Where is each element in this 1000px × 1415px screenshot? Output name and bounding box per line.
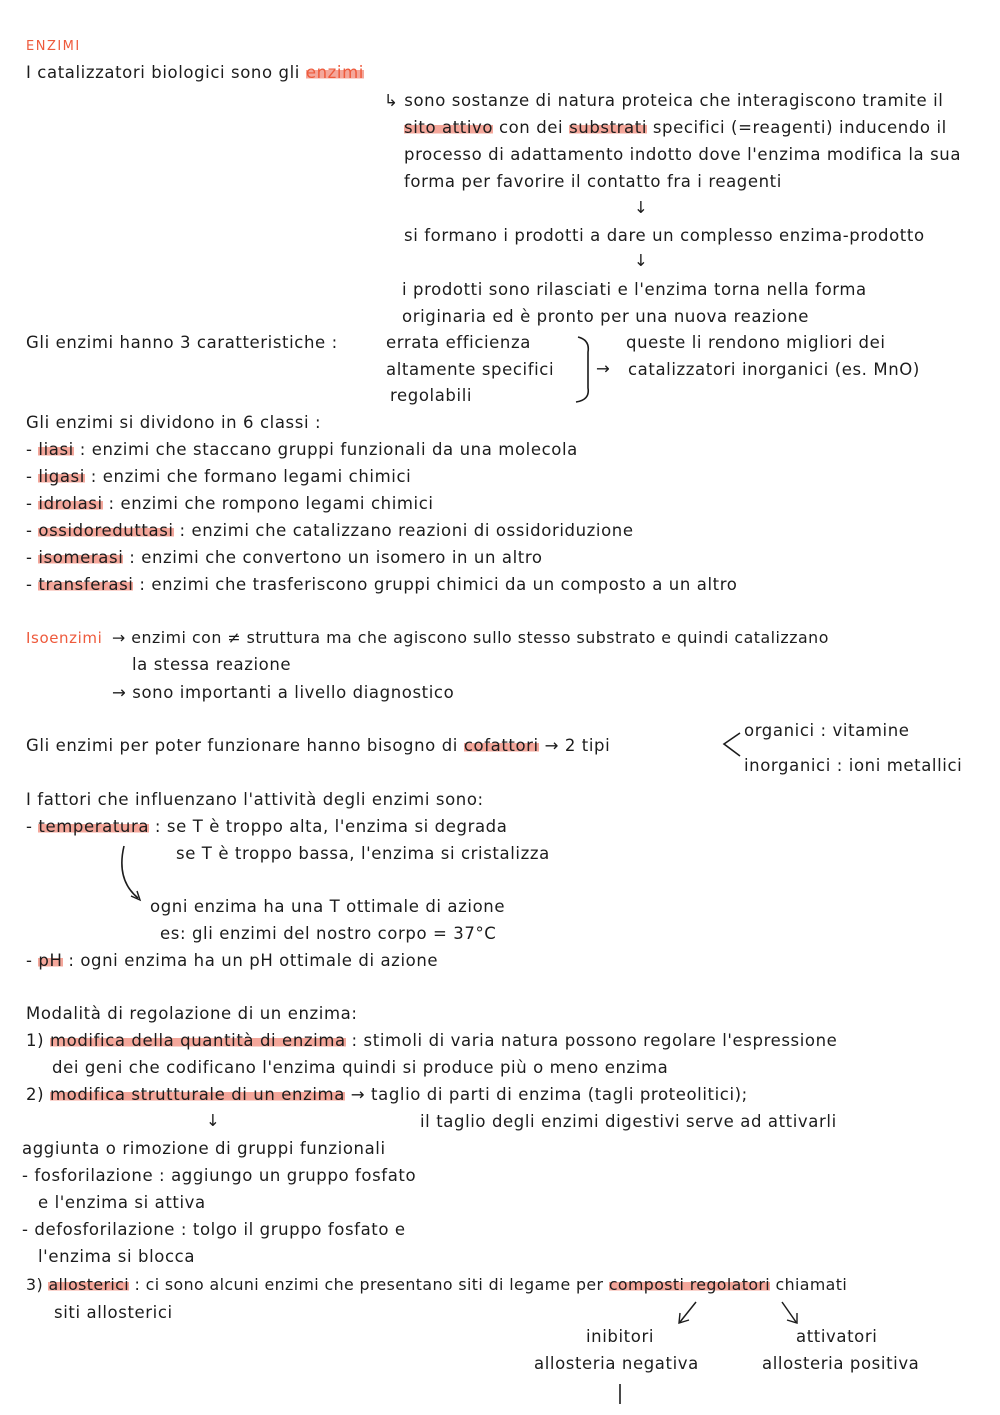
- class-name: ossidoreduttasi: [38, 521, 174, 540]
- temperature-note: ogni enzima ha una T ottimale di azione: [150, 897, 506, 916]
- regulation-intro: Modalità di regolazione di un enzima:: [26, 1004, 358, 1023]
- isoenzimi-line-1: → enzimi con ≠ struttura ma che agiscono sullo stesso substrato e quindi catalizzano: [112, 628, 829, 647]
- class-item: - transferasi : enzimi che trasferiscono gruppi chimici da un composto a un altro: [26, 575, 738, 594]
- term-temperatura: temperatura: [38, 817, 150, 836]
- definition-line-1: ↳ sono sostanze di natura proteica che interagiscono tramite il: [384, 91, 944, 110]
- characteristics-intro: Gli enzimi hanno 3 caratteristiche :: [26, 333, 338, 352]
- class-name: ligasi: [38, 467, 85, 486]
- class-item: - isomerasi : enzimi che convertono un isomero in un altro: [26, 548, 543, 567]
- definition-line-3: processo di adattamento indotto dove l'enzima modifica la sua: [404, 145, 962, 164]
- functional-groups-intro: aggiunta o rimozione di gruppi funzionali: [22, 1139, 386, 1158]
- characteristic-item: errata efficienza: [386, 333, 531, 352]
- class-name: idrolasi: [38, 494, 103, 513]
- characteristics-result: queste li rendono migliori dei: [626, 333, 886, 352]
- class-desc: : enzimi che formano legami chimici: [84, 467, 412, 486]
- regulation-item-2-cont: il taglio degli enzimi digestivi serve ad attivarli: [420, 1112, 837, 1131]
- definition-text: con dei: [493, 118, 570, 137]
- factor-desc: : ogni enzima ha un pH ottimale di azione: [62, 951, 439, 970]
- isoenzimi-label: Isoenzimi: [26, 629, 103, 647]
- regulation-item-3-cont: siti allosterici: [54, 1303, 173, 1322]
- cofactors-text: → 2 tipi: [538, 736, 611, 755]
- phosphorylation-cont: e l'enzima si attiva: [38, 1193, 206, 1212]
- definition-line-4: forma per favorire il contatto fra i reagenti: [404, 172, 782, 191]
- class-name: liasi: [38, 440, 74, 459]
- activators-sub: allosteria positiva: [762, 1354, 920, 1373]
- class-item: - ossidoreduttasi : enzimi che catalizzano reazioni di ossidoriduzione: [26, 521, 634, 540]
- down-arrow-icon: ↓: [634, 251, 649, 270]
- class-desc: : enzimi che catalizzano reazioni di ossidoriduzione: [173, 521, 634, 540]
- definition-text: specifici (=reagenti) inducendo il: [647, 118, 947, 137]
- intro-text: I catalizzatori biologici sono gli: [26, 63, 306, 82]
- phosphorylation: - fosforilazione : aggiungo un gruppo fosfato: [22, 1166, 417, 1185]
- factor-ph: - pH : ogni enzima ha un pH ottimale di azione: [26, 951, 439, 970]
- class-desc: : enzimi che convertono un isomero in un altro: [123, 548, 543, 567]
- intro-highlight: enzimi: [305, 63, 364, 82]
- characteristic-item: altamente specifici: [386, 360, 555, 379]
- regulation-desc: : stimoli di varia natura possono regolare l'espressione: [345, 1031, 838, 1050]
- dephosphorylation-cont: l'enzima si blocca: [38, 1247, 196, 1266]
- item-number: 2): [26, 1085, 50, 1104]
- page-title: ENZIMI: [26, 39, 81, 54]
- definition-line-6: i prodotti sono rilasciati e l'enzima torna nella forma: [402, 280, 867, 299]
- term-strutturale: modifica strutturale di un enzima: [49, 1085, 345, 1104]
- cofactors-text: Gli enzimi per poter funzionare hanno bisogno di: [26, 736, 464, 755]
- classes-intro: Gli enzimi si dividono in 6 classi :: [26, 413, 322, 432]
- item-number: 1): [26, 1031, 50, 1050]
- temperature-example: es: gli enzimi del nostro corpo = 37°C: [160, 924, 497, 943]
- regulation-desc: → taglio di parti di enzima (tagli proteolitici);: [344, 1085, 748, 1104]
- class-desc: : enzimi che staccano gruppi funzionali da una molecola: [73, 440, 578, 459]
- term-substrati: substrati: [569, 118, 648, 137]
- term-quantita: modifica della quantità di enzima: [49, 1031, 346, 1050]
- regulation-item-1-cont: dei geni che codificano l'enzima quindi si produce più o meno enzima: [52, 1058, 669, 1077]
- definition-line-5: si formano i prodotti a dare un complesso enzima-prodotto: [404, 226, 925, 245]
- term-sito-attivo: sito attivo: [404, 118, 494, 137]
- item-number: 3): [26, 1275, 49, 1294]
- class-item: - ligasi : enzimi che formano legami chimici: [26, 467, 412, 486]
- class-item: - idrolasi : enzimi che rompono legami chimici: [26, 494, 434, 513]
- factor-desc: : se T è troppo alta, l'enzima si degrada: [149, 817, 508, 836]
- class-name: isomerasi: [38, 548, 124, 567]
- down-arrow-icon: ↓: [634, 198, 649, 217]
- inhibitors-sub: allosteria negativa: [534, 1354, 699, 1373]
- definition-line-7: originaria ed è pronto per una nuova reazione: [402, 307, 810, 326]
- class-item: - liasi : enzimi che staccano gruppi funzionali da una molecola: [26, 440, 578, 459]
- factor-temperature: - temperatura : se T è troppo alta, l'enzima si degrada: [26, 817, 508, 836]
- down-arrow-icon: ↓: [206, 1111, 221, 1130]
- class-desc: : enzimi che trasferiscono gruppi chimici da un composto a un altro: [133, 575, 738, 594]
- right-arrow-icon: →: [596, 359, 611, 378]
- cofactor-type: inorganici : ioni metallici: [744, 756, 963, 775]
- isoenzimi-line-2: la stessa reazione: [132, 655, 292, 674]
- dephosphorylation: - defosforilazione : tolgo il gruppo fosfato e: [22, 1220, 406, 1239]
- activators-label: attivatori: [796, 1327, 878, 1346]
- term-composti-regolatori: composti regolatori: [608, 1275, 771, 1294]
- regulation-desc: chiamati: [770, 1275, 848, 1294]
- characteristics-result: catalizzatori inorganici (es. MnO): [628, 360, 920, 379]
- term-ph: pH: [38, 951, 63, 970]
- isoenzimi-line-3: → sono importanti a livello diagnostico: [112, 683, 455, 702]
- factors-intro: I fattori che influenzano l'attività degli enzimi sono:: [26, 790, 484, 809]
- factor-temperature-line-2: se T è troppo bassa, l'enzima si cristalizza: [176, 844, 550, 863]
- inhibitors-label: inibitori: [586, 1327, 655, 1346]
- class-desc: : enzimi che rompono legami chimici: [102, 494, 434, 513]
- term-cofattori: cofattori: [463, 736, 539, 755]
- cofactor-type: organici : vitamine: [744, 721, 910, 740]
- regulation-desc: : ci sono alcuni enzimi che presentano siti di legame per: [129, 1275, 609, 1294]
- characteristic-item: regolabili: [390, 386, 473, 405]
- class-name: transferasi: [38, 575, 134, 594]
- term-allosterici: allosterici: [48, 1275, 130, 1294]
